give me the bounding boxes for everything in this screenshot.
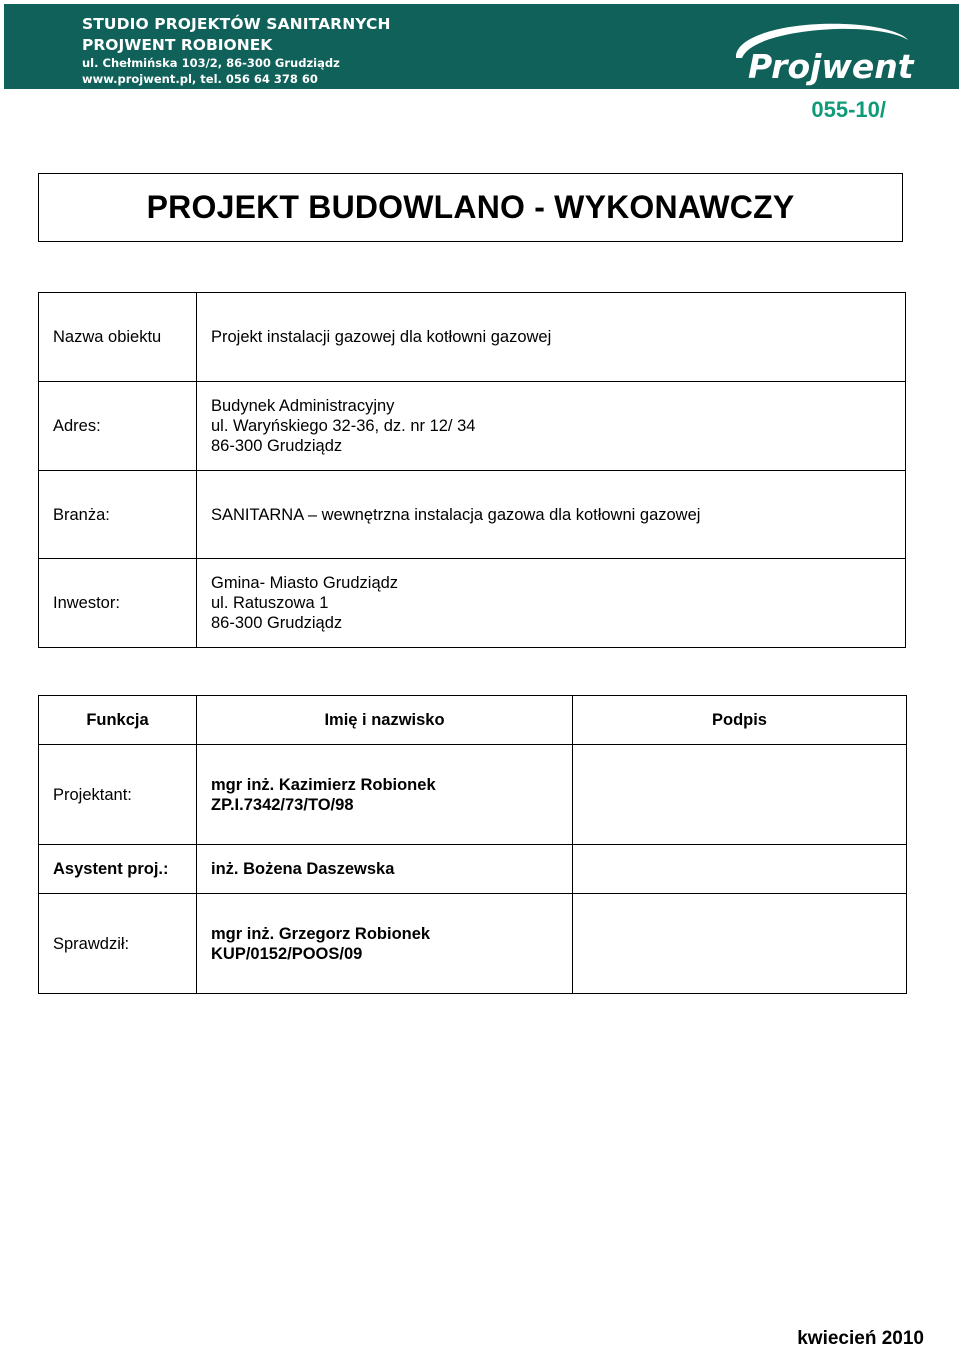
assistant-label: Asystent proj.:	[39, 845, 197, 894]
company-line-2: PROJWENT ROBIONEK	[82, 36, 273, 54]
project-info-table	[38, 292, 906, 648]
assistant-value	[197, 845, 573, 894]
designer-label: Projektant:	[39, 745, 197, 845]
name-header: Imię i nazwisko	[197, 696, 573, 745]
investor-value	[197, 559, 906, 648]
company-address: ul. Chełmińska 103/2, 86-300 Grudziądz	[82, 56, 340, 70]
address-value	[197, 382, 906, 471]
address-label: Adres:	[39, 382, 197, 471]
investor-label: Inwestor:	[39, 559, 197, 648]
checker-line: KUP/0152/POOS/09	[211, 944, 363, 963]
assistant-line: inż. Bożena Daszewska	[211, 860, 395, 878]
assistant-row	[39, 845, 907, 894]
company-info	[82, 13, 391, 87]
document-title: PROJEKT BUDOWLANO - WYKONAWCZY	[38, 173, 903, 242]
checker-signature	[573, 894, 907, 994]
signature-header: Podpis	[573, 696, 907, 745]
address-line: 86-300 Grudziądz	[211, 437, 343, 455]
branch-label: Branża:	[39, 471, 197, 559]
address-row	[39, 382, 906, 471]
checker-label: Sprawdził:	[39, 894, 197, 994]
branch-value: SANITARNA – wewnętrzna instalacja gazowa dla kotłowni gazowej	[197, 471, 906, 559]
designer-line: mgr inż. Kazimierz Robionek	[211, 775, 436, 794]
assistant-signature	[573, 845, 907, 894]
investor-line: 86-300 Grudziądz	[211, 614, 343, 632]
investor-line: Gmina- Miasto Grudziądz	[211, 574, 399, 592]
checker-value	[197, 894, 573, 994]
document-date: kwiecień 2010	[797, 1328, 924, 1349]
company-line-1: STUDIO PROJEKTÓW SANITARNYCH	[82, 15, 391, 33]
svg-text:Projwent: Projwent	[748, 47, 914, 86]
team-table	[38, 695, 907, 994]
investor-row	[39, 559, 906, 648]
investor-line: ul. Ratuszowa 1	[211, 594, 329, 612]
header-band	[4, 4, 959, 89]
checker-line: mgr inż. Grzegorz Robionek	[211, 924, 431, 943]
address-line: ul. Waryńskiego 32-36, dz. nr 12/ 34	[211, 417, 476, 435]
projwent-logo	[726, 18, 916, 86]
address-line: Budynek Administracyjny	[211, 397, 395, 415]
team-header-row	[39, 696, 907, 745]
company-contact: www.projwent.pl, tel. 056 64 378 60	[82, 72, 318, 86]
designer-line: ZP.I.7342/73/TO/98	[211, 795, 354, 814]
branch-row	[39, 471, 906, 559]
document-number: 055-10/	[811, 97, 886, 122]
object-value: Projekt instalacji gazowej dla kotłowni gazowej	[197, 293, 906, 382]
designer-row	[39, 745, 907, 845]
function-header: Funkcja	[39, 696, 197, 745]
object-row	[39, 293, 906, 382]
designer-signature	[573, 745, 907, 845]
object-label: Nazwa obiektu	[39, 293, 197, 382]
checker-row	[39, 894, 907, 994]
designer-value	[197, 745, 573, 845]
